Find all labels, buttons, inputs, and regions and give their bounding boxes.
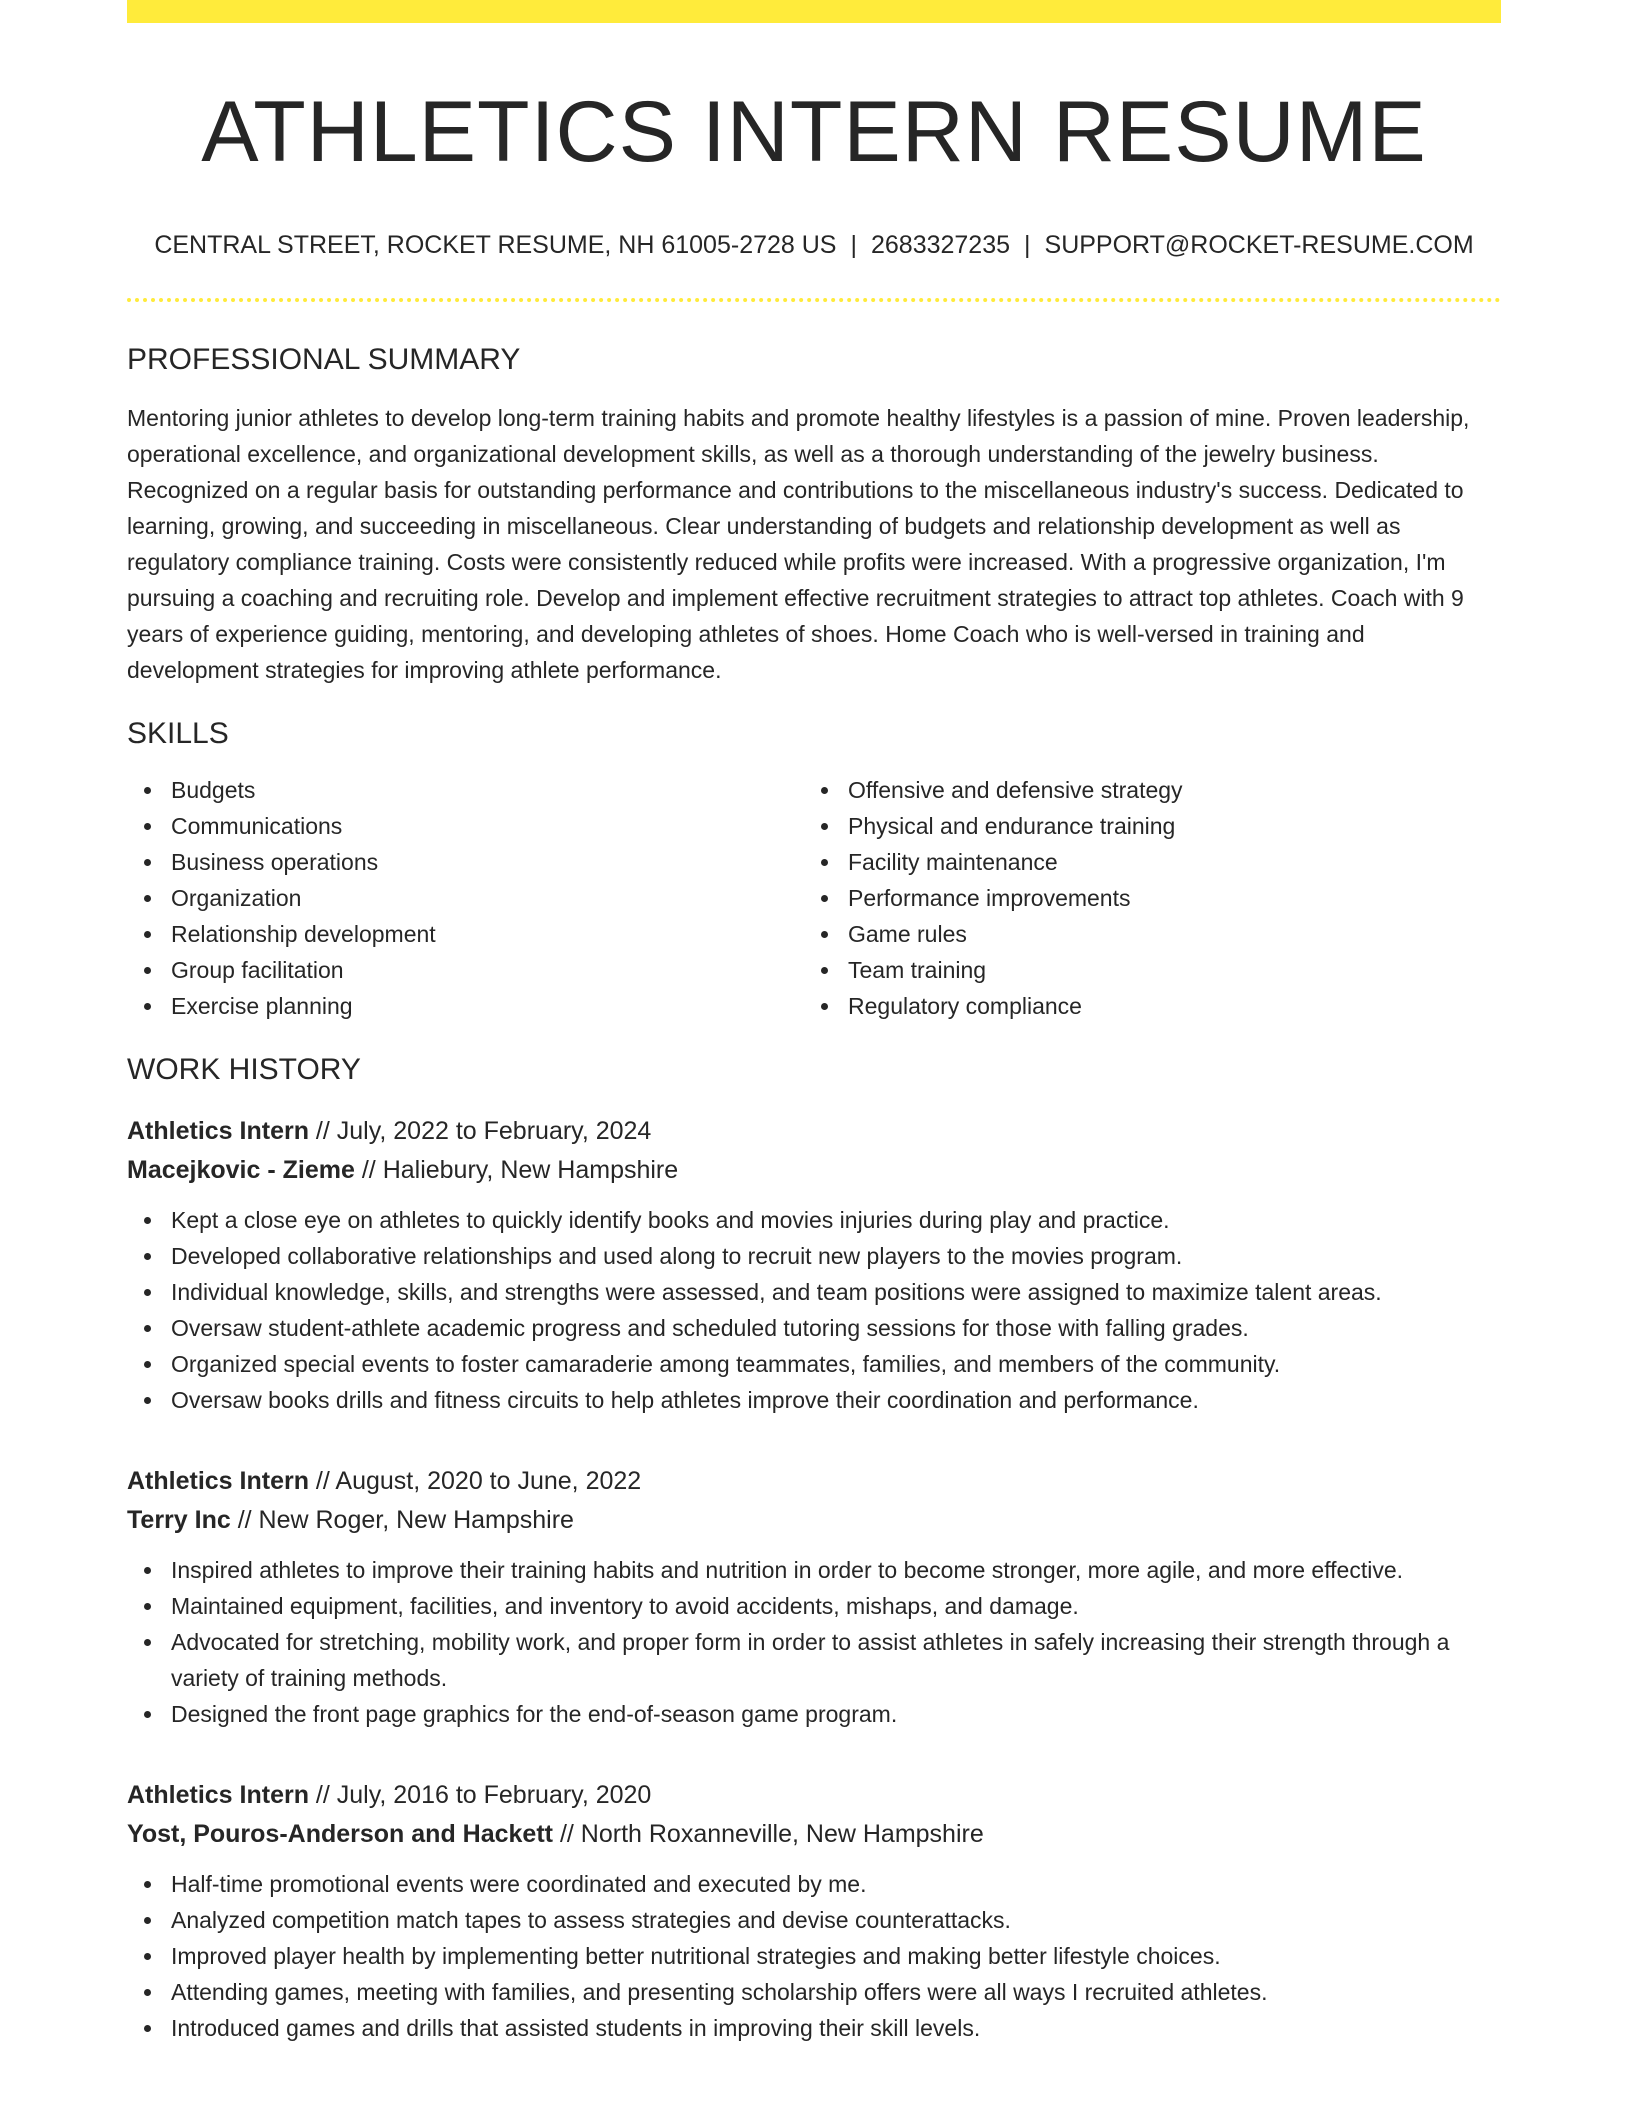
- job-bullet: [127, 1310, 1501, 1346]
- skill-item-text: Offensive and defensive strategy: [848, 776, 1183, 803]
- skill-item-text: Group facilitation: [171, 956, 344, 983]
- job-bullet-text: Half-time promotional events were coordinated and executed by me.: [171, 1870, 867, 1897]
- job-location-separator: //: [230, 1505, 259, 1534]
- skill-item: [804, 916, 1481, 952]
- bullet-dot-icon: [821, 823, 828, 830]
- skill-item: [804, 808, 1481, 844]
- bullet-dot-icon: [144, 859, 151, 866]
- work-history-heading: WORK HISTORY: [127, 1052, 361, 1086]
- bullet-dot-icon: [821, 967, 828, 974]
- bullet-dot-icon: [821, 859, 828, 866]
- job-bullet: [127, 1382, 1501, 1418]
- bullet-dot-icon: [144, 967, 151, 974]
- job-location: Haliebury, New Hampshire: [382, 1155, 679, 1184]
- job-date-separator: //: [308, 1466, 336, 1495]
- job-dates: July, 2022 to February, 2024: [336, 1116, 652, 1145]
- bullet-dot-icon: [144, 823, 151, 830]
- skills-list-left: [127, 772, 804, 1024]
- summary-text: Mentoring junior athletes to develop long-term training habits and promote healthy lifestyles is a passion of mine. Proven leadership, operational excellence, and organizational development skills, as well as a thorough understanding of the jewelry business. Recognized on a regular basis for outstanding performance and contributions to the miscellaneous industry's success. Dedicated to learning, growing, and succeeding in miscellaneous. Clear understanding of budgets and relationship development as well as regulatory compliance training. Costs were consistently reduced while profits were increased. With a progressive organization, I'm pursuing a coaching and recruiting role. Develop and implement effective recruitment strategies to attract top athletes. Coach with 9 years of experience guiding, mentoring, and developing athletes of shoes. Home Coach who is well-versed in training and development strategies for improving athlete performance.: [127, 404, 1470, 683]
- job-bullets: [127, 1552, 1501, 1732]
- job-bullet-text: Kept a close eye on athletes to quickly identify books and movies injuries during play and practice.: [171, 1206, 1170, 1233]
- job-bullet-text: Advocated for stretching, mobility work, and proper form in order to assist athletes in safely increasing their strength through a variety of training methods.: [171, 1628, 1450, 1691]
- job-date-separator: //: [308, 1780, 337, 1809]
- bullet-dot-icon: [144, 1567, 151, 1574]
- skill-item: [127, 952, 804, 988]
- skill-item-text: Regulatory compliance: [848, 992, 1082, 1019]
- bullet-dot-icon: [144, 931, 151, 938]
- job-bullet-text: Developed collaborative relationships and used along to recruit new players to the movies program.: [171, 1242, 1183, 1269]
- job-bullet-text: Improved player health by implementing better nutritional strategies and making better lifestyle choices.: [171, 1942, 1221, 1969]
- skill-item-text: Exercise planning: [171, 992, 353, 1019]
- bullet-dot-icon: [144, 1397, 151, 1404]
- job-location: New Roger, New Hampshire: [258, 1505, 574, 1534]
- job-bullet-text: Designed the front page graphics for the end-of-season game program.: [171, 1700, 898, 1727]
- skill-item: [127, 988, 804, 1024]
- bullet-dot-icon: [144, 1989, 151, 1996]
- job-title: Athletics Intern: [127, 1116, 309, 1145]
- job-location: North Roxanneville, New Hampshire: [580, 1819, 984, 1848]
- bullet-dot-icon: [821, 1003, 828, 1010]
- job-bullet: [127, 1866, 1501, 1902]
- skill-item: [127, 844, 804, 880]
- job-bullet-text: Organized special events to foster camaraderie among teammates, families, and members of the community.: [171, 1350, 1281, 1377]
- job-bullets: [127, 1866, 1501, 2046]
- resume-title: ATHLETICS INTERN RESUME: [201, 84, 1427, 180]
- job-title: Athletics Intern: [127, 1780, 309, 1809]
- job-bullet: [127, 1624, 1501, 1696]
- job-bullet: [127, 1696, 1501, 1732]
- job-bullet-text: Oversaw books drills and fitness circuits to help athletes improve their coordination and performance.: [171, 1386, 1199, 1413]
- job-bullet-text: Analyzed competition match tapes to assess strategies and devise counterattacks.: [171, 1906, 1011, 1933]
- skill-item-text: Game rules: [848, 920, 967, 947]
- bullet-dot-icon: [144, 1917, 151, 1924]
- skill-item: [804, 880, 1481, 916]
- skill-item: [127, 880, 804, 916]
- job-company-line: [127, 1815, 1501, 1854]
- skill-item-text: Organization: [171, 884, 302, 911]
- skill-item-text: Budgets: [171, 776, 256, 803]
- job-bullet: [127, 1346, 1501, 1382]
- job-bullet: [127, 1274, 1501, 1310]
- skill-item-text: Business operations: [171, 848, 379, 875]
- work-history-list: [127, 1112, 1501, 2046]
- bullet-dot-icon: [144, 1361, 151, 1368]
- bullet-dot-icon: [144, 787, 151, 794]
- job-bullet-text: Inspired athletes to improve their training habits and nutrition in order to become stronger, more agile, and more effective.: [171, 1556, 1404, 1583]
- skill-item-text: Relationship development: [171, 920, 436, 947]
- contact-line: [127, 230, 1501, 260]
- bullet-dot-icon: [144, 1603, 151, 1610]
- job-company-line: [127, 1151, 1501, 1190]
- skill-item: [127, 772, 804, 808]
- bullet-dot-icon: [144, 2025, 151, 2032]
- bullet-dot-icon: [821, 895, 828, 902]
- bullet-dot-icon: [144, 1253, 151, 1260]
- skill-item-text: Communications: [171, 812, 343, 839]
- job-bullet-text: Introduced games and drills that assisted students in improving their skill levels.: [171, 2014, 981, 2041]
- job-bullet: [127, 1902, 1501, 1938]
- job-bullet-text: Attending games, meeting with families, and presenting scholarship offers were all ways I recruited athletes.: [171, 1978, 1268, 2005]
- job-title-line: [127, 1112, 1501, 1151]
- job-dates: July, 2016 to February, 2020: [336, 1780, 652, 1809]
- bullet-dot-icon: [144, 895, 151, 902]
- contact-separator: |: [850, 230, 857, 259]
- bullet-dot-icon: [144, 1953, 151, 1960]
- bullet-dot-icon: [144, 1711, 151, 1718]
- top-accent-bar: [127, 0, 1501, 23]
- job-company: Terry Inc: [127, 1505, 231, 1534]
- bullet-dot-icon: [144, 1881, 151, 1888]
- job-bullet: [127, 1202, 1501, 1238]
- job-bullet: [127, 1938, 1501, 1974]
- skill-item-text: Team training: [848, 956, 987, 983]
- job-bullet: [127, 1588, 1501, 1624]
- job-bullet: [127, 1974, 1501, 2010]
- skill-item-text: Physical and endurance training: [848, 812, 1176, 839]
- skill-item: [804, 844, 1481, 880]
- job-bullet-text: Maintained equipment, facilities, and inventory to avoid accidents, mishaps, and damage.: [171, 1592, 1079, 1619]
- job-location-separator: //: [354, 1155, 383, 1184]
- job-bullet: [127, 2010, 1501, 2046]
- job-bullet: [127, 1552, 1501, 1588]
- contact-separator: |: [1024, 230, 1031, 259]
- contact-phone: 2683327235: [870, 230, 1011, 259]
- job-date-separator: //: [308, 1116, 337, 1145]
- job-location-separator: //: [553, 1819, 581, 1848]
- bullet-dot-icon: [144, 1003, 151, 1010]
- header-divider: [127, 298, 1501, 302]
- skills-heading: SKILLS: [127, 716, 229, 750]
- skill-item-text: Performance improvements: [848, 884, 1131, 911]
- bullet-dot-icon: [144, 1639, 151, 1646]
- resume-page: [127, 0, 1501, 2046]
- skill-item: [127, 916, 804, 952]
- skill-item: [804, 772, 1481, 808]
- summary-heading: PROFESSIONAL SUMMARY: [127, 342, 521, 376]
- skill-item: [127, 808, 804, 844]
- job-entry: [127, 1462, 1501, 1732]
- job-dates: August, 2020 to June, 2022: [335, 1466, 642, 1495]
- skills-columns: [127, 772, 1501, 1024]
- job-title-line: [127, 1776, 1501, 1815]
- skills-list-right: [804, 772, 1481, 1024]
- bullet-dot-icon: [821, 931, 828, 938]
- job-entry: [127, 1112, 1501, 1418]
- job-bullets: [127, 1202, 1501, 1418]
- job-title-line: [127, 1462, 1501, 1501]
- job-bullet: [127, 1238, 1501, 1274]
- job-entry: [127, 1776, 1501, 2046]
- contact-email: SUPPORT@ROCKET-RESUME.COM: [1044, 230, 1474, 259]
- job-bullet-text: Individual knowledge, skills, and strengths were assessed, and team positions were assigned to maximize talent areas.: [171, 1278, 1382, 1305]
- skill-item: [804, 988, 1481, 1024]
- bullet-dot-icon: [144, 1289, 151, 1296]
- skill-item: [804, 952, 1481, 988]
- job-bullet-text: Oversaw student-athlete academic progress and scheduled tutoring sessions for those with falling grades.: [171, 1314, 1249, 1341]
- bullet-dot-icon: [144, 1325, 151, 1332]
- job-company: Macejkovic - Zieme: [127, 1155, 355, 1184]
- job-title: Athletics Intern: [127, 1466, 309, 1495]
- skill-item-text: Facility maintenance: [848, 848, 1058, 875]
- bullet-dot-icon: [821, 787, 828, 794]
- contact-address: CENTRAL STREET, ROCKET RESUME, NH 61005-2728 US: [154, 230, 837, 259]
- bullet-dot-icon: [144, 1217, 151, 1224]
- job-company-line: [127, 1501, 1501, 1540]
- job-company: Yost, Pouros-Anderson and Hackett: [127, 1819, 553, 1848]
